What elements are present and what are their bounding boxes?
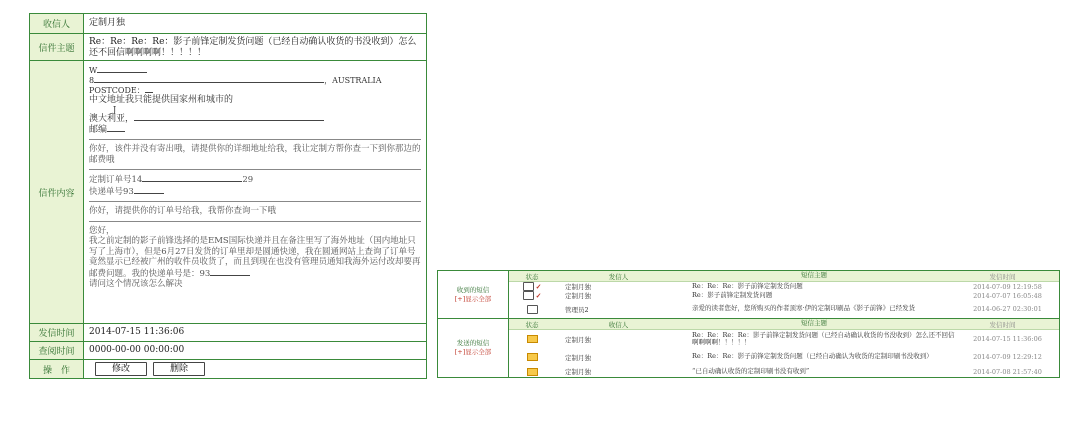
subject-header: 短信主题 [801, 319, 827, 328]
check-icon: ✓ [535, 291, 542, 300]
recipient-label: 收信人 [30, 14, 84, 33]
redacted-field [97, 65, 147, 73]
envelope-icon [527, 368, 538, 376]
open-envelope-icon [523, 282, 534, 291]
open-envelope-icon [523, 291, 534, 300]
redacted-field [107, 124, 125, 132]
addr-prefix-2: 8 [89, 76, 95, 85]
message-from[interactable]: 管理员2 [565, 305, 589, 314]
message-subject[interactable]: Re：Re：Re：影子前锋定制发货问题 [692, 281, 803, 290]
received-section [438, 271, 1059, 319]
check-icon: ✓ [535, 282, 542, 291]
status-header: 状态 [525, 320, 539, 329]
order-no-suffix: 29 [242, 175, 254, 185]
read-time-label: 查阅时间 [30, 342, 84, 359]
reply-1: 你好，该件并没有寄出哦，请提供你的详细地址给我，我让定制方帮你查一下到你那边的邮费哦 [89, 139, 421, 165]
subject-label: 信件主题 [30, 34, 84, 60]
redacted-field [94, 75, 324, 83]
addr-country: ，AUSTRALIA [324, 76, 382, 85]
postcode-label: POSTCODE： [89, 86, 145, 95]
addr-j: J [113, 105, 117, 114]
sent-time-label: 发信时间 [30, 324, 84, 341]
message-time: 2014-07-09 12:19:58 [973, 282, 1042, 291]
message-time: 2014-07-09 12:29:12 [973, 353, 1042, 361]
message-time: 2014-07-08 21:57:40 [973, 367, 1042, 376]
msg-end: 请问这个情况该怎么解决 [89, 279, 183, 289]
operations-label: 操 作 [30, 360, 84, 378]
delete-button[interactable]: 删除 [153, 362, 205, 376]
order-no-label: 定制订单号14 [89, 175, 143, 185]
content-label: 信件内容 [30, 61, 84, 323]
message-detail-table [29, 13, 427, 379]
sent-section [438, 319, 1059, 377]
addr-prefix-1: W [89, 66, 98, 75]
message-to[interactable]: 定制月独 [565, 353, 591, 362]
redacted-field [134, 186, 164, 194]
sent-header [509, 319, 1059, 330]
redacted-field [134, 115, 324, 121]
operations-row [30, 360, 426, 378]
time-header: 发信时间 [989, 320, 1016, 329]
message-subject[interactable]: 亲爱的读者您好，您所购买的作者顶寒·伊的定制印刷品《影子前锋》已经发货 [692, 304, 916, 313]
time-header: 发信时间 [989, 272, 1016, 281]
message-time: 2014-06-27 02:30:01 [973, 305, 1042, 313]
received-label: 收到的短信 [456, 285, 490, 294]
express-no-label: 快递单号93 [89, 186, 134, 197]
subject-row [30, 34, 426, 61]
content-value [84, 61, 426, 323]
redacted-field [210, 268, 250, 276]
sent-label: 发送的短信 [456, 339, 490, 347]
sent-show-all-link[interactable]: [+]显示全部 [454, 348, 492, 356]
received-row[interactable] [509, 300, 1059, 318]
read-time-row [30, 342, 426, 360]
recipient-value: 定制月独 [89, 18, 126, 28]
sent-row[interactable] [509, 330, 1059, 348]
message-subject[interactable]: Re：Re：Re：Re：影子前锋定制发货问题（已经自动确认收货的书没收到）怎么还不回信啊啊啊啊！！！！！ [692, 330, 955, 346]
message-subject[interactable]: Re：影子前锋定制发货问题 [692, 290, 773, 299]
message-from[interactable]: 定制月独 [565, 283, 591, 291]
reply-2: 你好，请提供你的订单号给我，我帮你查询一下哦 [89, 201, 421, 217]
envelope-icon [527, 335, 538, 343]
status-header: 状态 [525, 272, 539, 281]
subject-value: Re：Re：Re：Re：影子前锋定制发货问题（已经自动确认收货的书没收到）怎么还不回信啊啊啊啊！！！！！ [89, 37, 417, 58]
cn-address-note: 中文地址我只能提供国家州和城市的 [89, 95, 234, 105]
received-row[interactable] [509, 291, 1059, 300]
message-to[interactable]: 定制月独 [565, 335, 591, 344]
addr-au: 澳大利亚， [89, 114, 135, 124]
received-show-all-link[interactable]: [+]显示全部 [454, 294, 492, 303]
received-row[interactable] [509, 282, 1059, 291]
redacted-field [145, 85, 153, 93]
redacted-field [142, 174, 242, 182]
sent-time-row [30, 324, 426, 342]
received-header [509, 271, 1059, 282]
read-time-value: 0000-00-00 00:00:00 [89, 345, 185, 355]
from-header: 发信人 [608, 272, 629, 281]
message-from[interactable]: 定制月独 [565, 292, 591, 300]
message-list-table [437, 270, 1060, 378]
message-time: 2014-07-15 11:36:06 [973, 335, 1042, 343]
msg-hello: 您好， [89, 225, 115, 236]
open-envelope-icon [527, 305, 538, 314]
message-time: 2014-07-07 16:05:48 [973, 291, 1042, 300]
recipient-row [30, 14, 426, 34]
envelope-icon [527, 353, 538, 361]
message-to[interactable]: 定制月独 [565, 368, 591, 376]
edit-button[interactable]: 修改 [95, 362, 147, 376]
msg-body: 我之前定制的影子前锋选择的是EMS国际快递并且在备注里写了海外地址（国内地址只写了上海市），但是6月27日发货的订单里却是圆通快递，我在圆通网站上查询了订单号竟然显示已经被广州的收件员收货了，而且到现在也没有管理员通知我海外运付改却要再邮费问题。我的快递单号是：93 [89, 236, 421, 279]
zip-label: 邮编 [89, 125, 108, 135]
sent-row[interactable] [509, 348, 1059, 366]
message-subject[interactable]: “已自动确认收货的定制印刷书没有收到” [692, 366, 810, 375]
subject-header: 短信主题 [801, 271, 827, 280]
sent-row[interactable] [509, 366, 1059, 377]
message-subject[interactable]: Re：Re：Re：影子前锋定制发货问题（已经自动确认为收货的定制印刷书没收到） [692, 352, 933, 361]
to-header: 收信人 [608, 320, 629, 329]
content-row [30, 61, 426, 324]
sent-time-value: 2014-07-15 11:36:06 [89, 327, 185, 337]
